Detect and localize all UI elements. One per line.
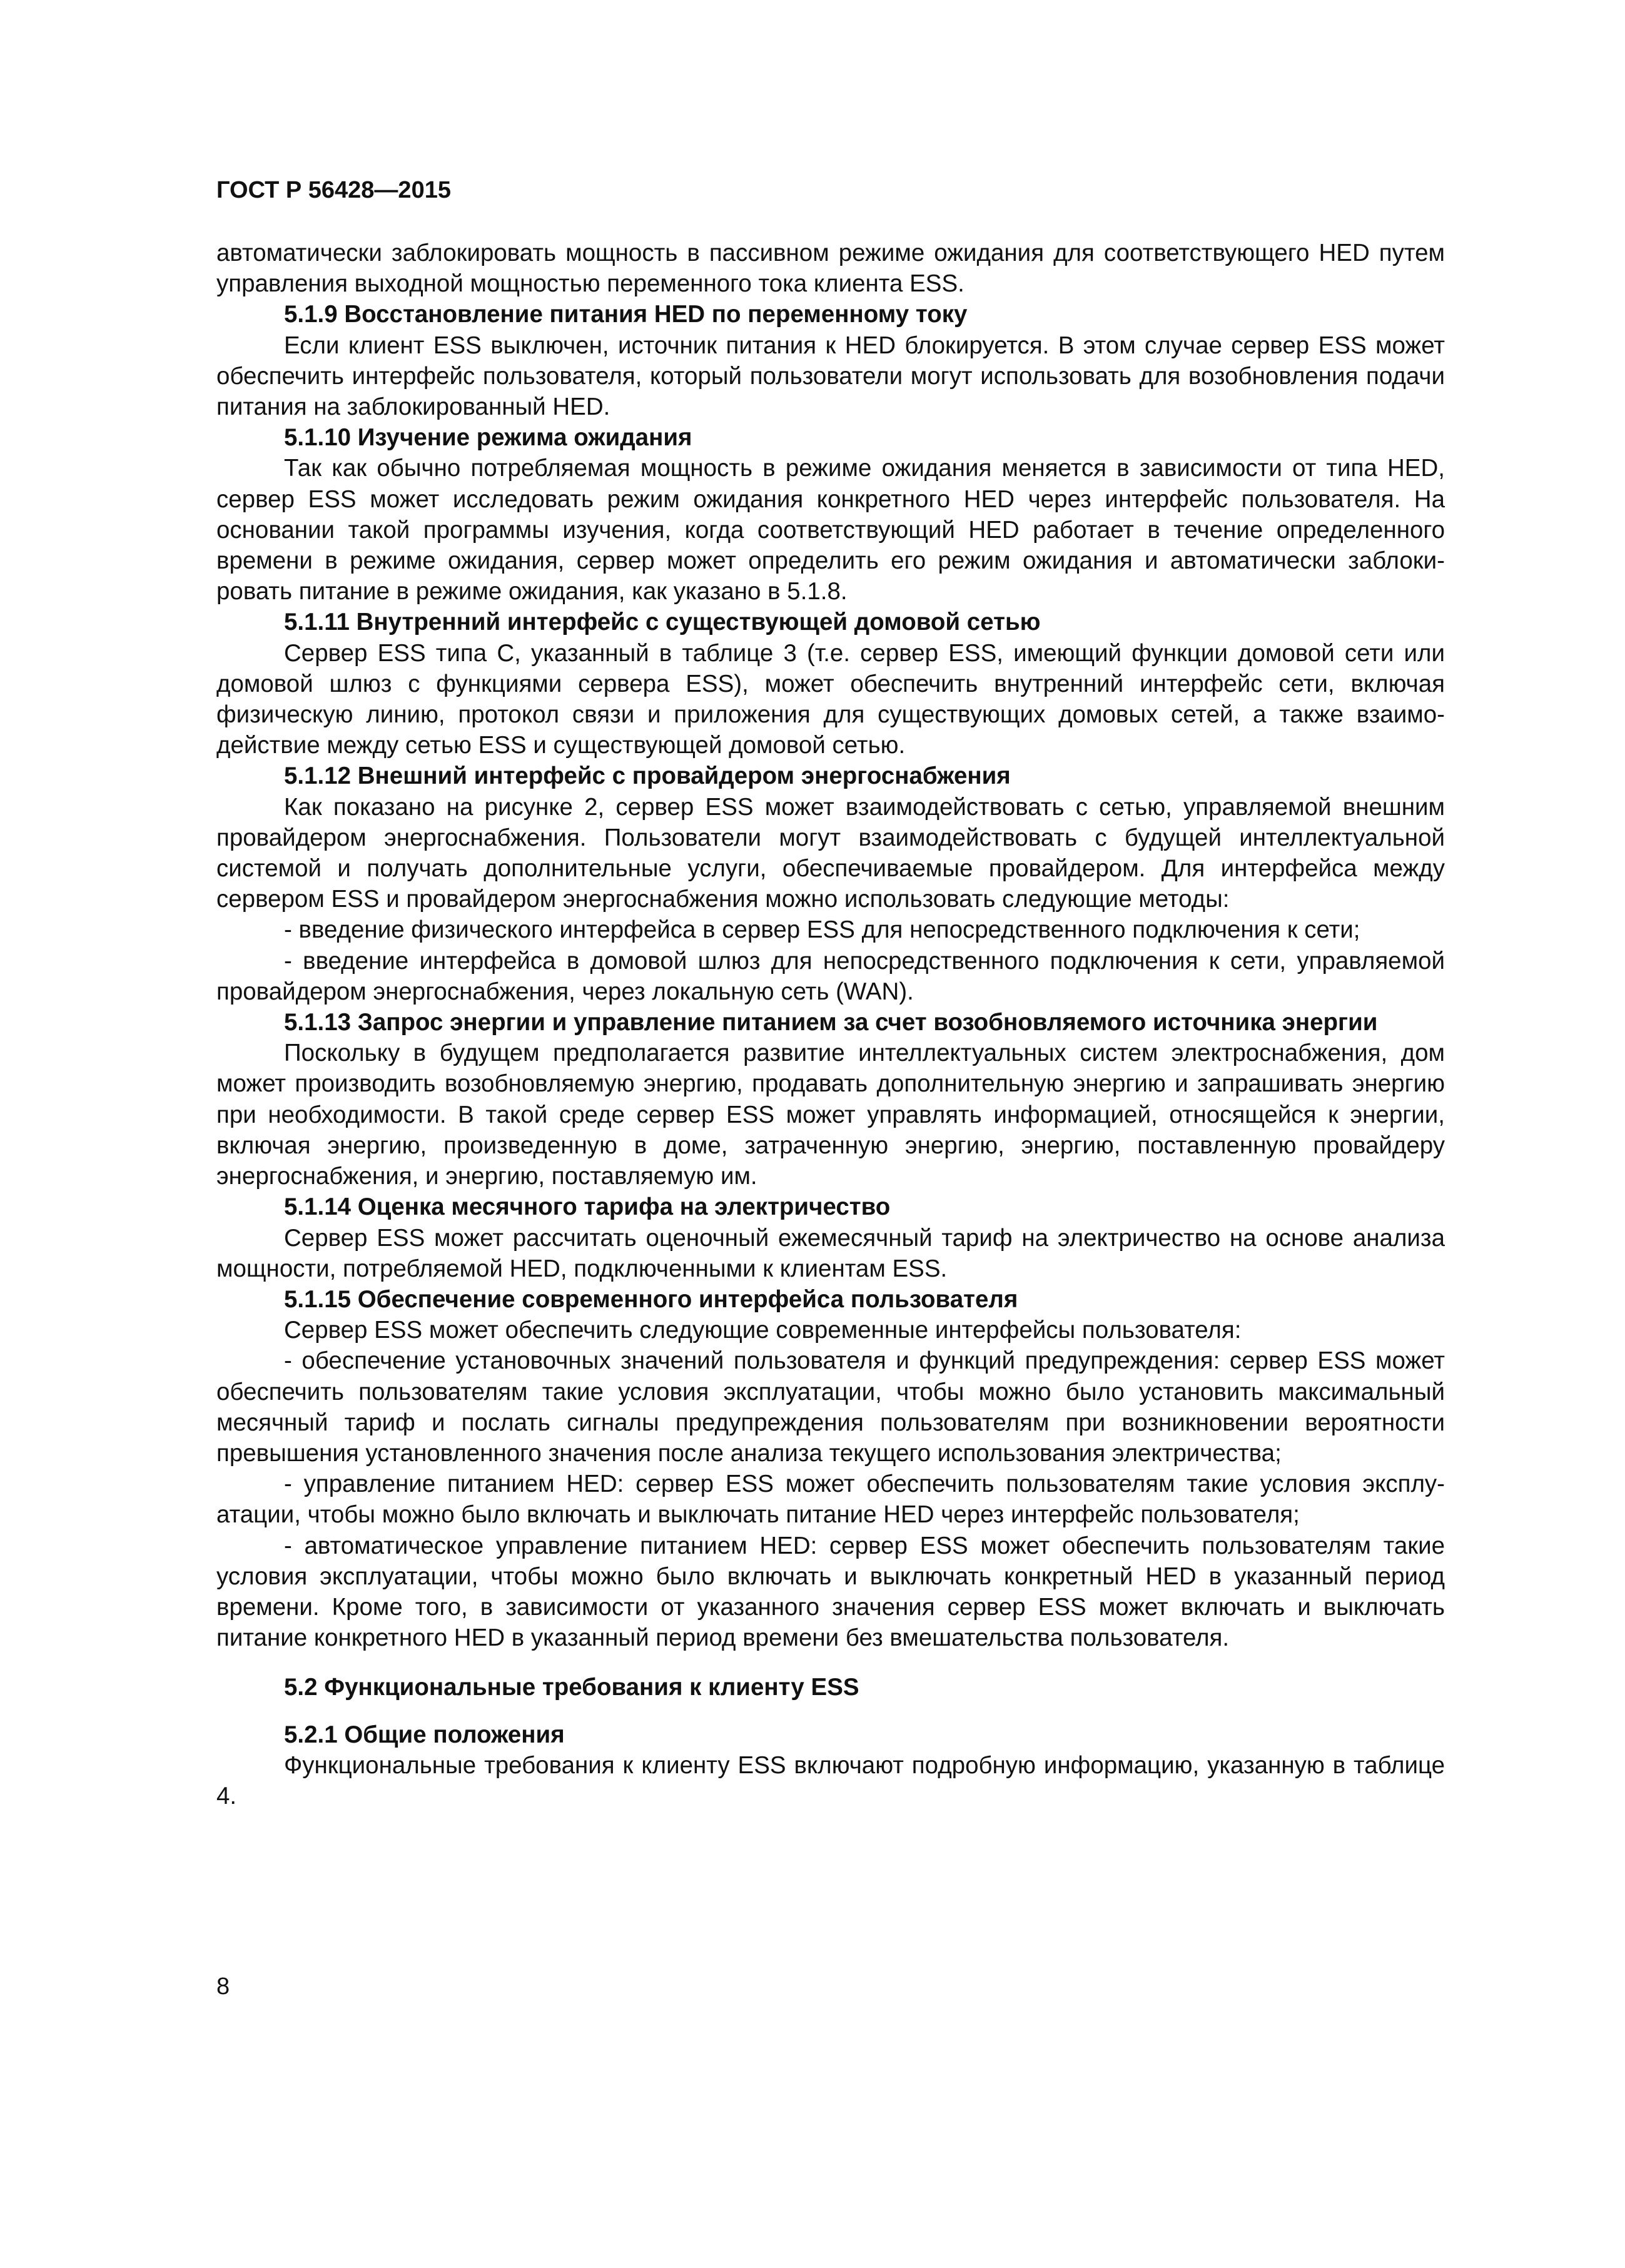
document-page <box>216 175 1445 1811</box>
section-heading-5-2-1: 5.2.1 Общие положения <box>284 1721 565 1748</box>
section-heading-5-1-11: 5.1.11 Внутренний интерфейс с существующей домовой сетью <box>284 609 1041 636</box>
body-paragraph: Как показано на рисунке 2, сервер ESS может взаимодействовать с сетью, управляемой внешним провайдером энергоснабжения. Пользователи могут взаимодействовать с будущей интеллектуальной системой и получать дополнительные услуги, обеспечиваемые провайдером. Для интерфейса между сервером ESS и провайдером энергоснабжения можно использовать следующие методы: <box>216 793 1445 913</box>
list-item: - управление питанием HED: сервер ESS может обеспечить пользователям такие условия эксплуатации, чтобы можно было включать и выключать питание HED через интерфейс пользователя; <box>216 1471 1445 1529</box>
body-paragraph: Поскольку в будущем предполагается развитие интеллектуальных систем электроснабжения, дом может производить возобновляемую энергию, продавать дополнительную энергию и запрашивать энергию при необходимости. В такой среде сервер ESS может управлять информацией, относящейся к энергии, включая энергию, произведенную в доме, затраченную энергию, энергию, поставленную провайдеру энергоснабжения, и энергию, поставляемую им. <box>216 1040 1445 1190</box>
body-paragraph: автоматически заблокировать мощность в пассивном режиме ожидания для соответствующего HED путем управления выходной мощностью переменного тока клиента ESS. <box>216 240 1445 298</box>
section-heading-5-1-9: 5.1.9 Восстановление питания HED по переменному току <box>284 301 968 328</box>
section-heading-5-1-15: 5.1.15 Обеспечение современного интерфейса пользователя <box>284 1285 1018 1313</box>
list-item: - автоматическое управление питанием HED: сервер ESS может обеспечить пользователям такие условия эксплуатации, чтобы можно было включать и выключать конкретный HED в указанный период времени. Кроме того, в зависимости от указанного значения сервер ESS может включать и выключать питание конкретного HED в указанный период времени без вмешательства пользователя. <box>216 1532 1445 1652</box>
section-heading-5-1-13: 5.1.13 Запрос энергии и управление питанием за счет возобновляемого источника энергии <box>284 1009 1378 1036</box>
body-paragraph: Если клиент ESS выключен, источник питания к HED блокируется. В этом случае сервер ESS может обеспечить интерфейс пользователя, который пользователи могут использовать для возобновления подачи питания на заблокированный HED. <box>216 332 1445 421</box>
section-heading-5-2: 5.2 Функциональные требования к клиенту ESS <box>284 1674 859 1701</box>
body-paragraph: Сервер ESS может обеспечить следующие современные интерфейсы пользователя: <box>284 1317 1242 1344</box>
body-paragraph: Так как обычно потребляемая мощность в режиме ожидания меняется в зависимости от типа HED, сервер ESS может исследовать режим ожидания конкретного HED через интерфейс пользователя. На основании такой программы изучения, когда соответствующий HED работает в течение определенного времени в режиме ожидания, сервер может определить его режим ожидания и автоматически заблокировать питание в режиме ожидания, как указано в 5.1.8. <box>216 455 1445 605</box>
page-number: 8 <box>216 1973 230 2000</box>
body-paragraph: Сервер ESS типа С, указанный в таблице 3 (т.е. сервер ESS, имеющий функции домовой сети или домовой шлюз с функциями сервера ESS), может обеспечить внутренний интерфейс сети, включая физическую линию, протокол связи и приложения для существующих домовых сетей, а также взаимодействие между сетью ESS и существующей домовой сетью. <box>216 639 1445 759</box>
section-heading-5-1-14: 5.1.14 Оценка месячного тарифа на электричество <box>284 1193 891 1221</box>
list-item: - введение интерфейса в домовой шлюз для непосредственного подключения к сети, управляемой провайдером энергоснабжения, через локальную сеть (WAN). <box>216 947 1445 1005</box>
body-paragraph: Функциональные требования к клиенту ESS включают подробную информацию, указанную в таблице 4. <box>216 1751 1445 1810</box>
list-item: - введение физического интерфейса в сервер ESS для непосредственного подключения к сети; <box>284 916 1360 944</box>
list-item: - обеспечение установочных значений пользователя и функций предупреждения: сервер ESS может обеспечить пользователям такие условия эксплуатации, чтобы можно было установить максимальный месячный тариф и послать сигналы предупреждения пользователям при возникновении вероятности превышения установленного значения после анализа текущего использования электричества; <box>216 1347 1445 1467</box>
body-paragraph: Сервер ESS может рассчитать оценочный ежемесячный тариф на электричество на основе анализа мощности, потребляемой HED, подключенными к клиентам ESS. <box>216 1224 1445 1282</box>
document-header: ГОСТ Р 56428—2015 <box>216 177 451 203</box>
document-body <box>216 238 1445 1811</box>
section-heading-5-1-12: 5.1.12 Внешний интерфейс с провайдером энергоснабжения <box>284 762 1011 790</box>
section-heading-5-1-10: 5.1.10 Изучение режима ожидания <box>284 424 692 452</box>
